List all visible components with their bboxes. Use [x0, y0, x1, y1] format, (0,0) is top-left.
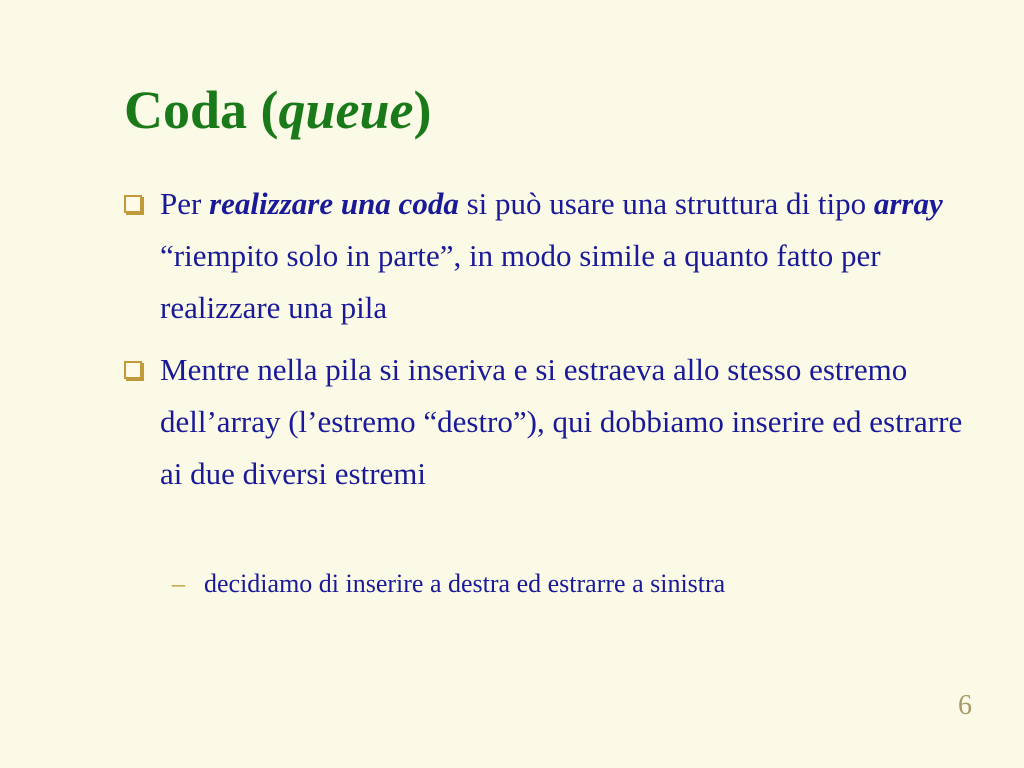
square-bullet-icon	[124, 195, 142, 213]
title-emphasis: queue	[278, 80, 414, 140]
bullet-item-2	[124, 344, 974, 500]
page-number: 6	[958, 690, 972, 721]
slide-title	[124, 78, 432, 143]
bullet-text-2: Mentre nella pila si inseriva e si estraeva allo stesso estremo dell’array (l’estremo “destro”), qui dobbiamo inserire ed estrarre ai due diversi estremi	[160, 352, 963, 491]
dash-bullet-icon: –	[172, 569, 185, 598]
sub-bullet-text: decidiamo di inserire a destra ed estrarre a sinistra	[204, 569, 726, 598]
bullet-1-emphasis-2: array	[873, 186, 943, 221]
bullet-1-part-3: si può usare una struttura di tipo	[458, 186, 874, 221]
sub-bullet-item	[172, 562, 972, 606]
bullet-1-part-1: Per	[160, 186, 210, 221]
bullet-1-emphasis-1: realizzare una coda	[209, 186, 459, 221]
title-main: Coda (	[124, 80, 279, 140]
square-bullet-icon	[124, 361, 142, 379]
title-close: )	[413, 80, 432, 140]
bullet-text-1	[160, 178, 974, 334]
bullet-item-1	[124, 178, 974, 334]
bullet-1-part-5: “riempito solo in parte”, in modo simile a quanto fatto per realizzare una pila	[160, 238, 881, 325]
